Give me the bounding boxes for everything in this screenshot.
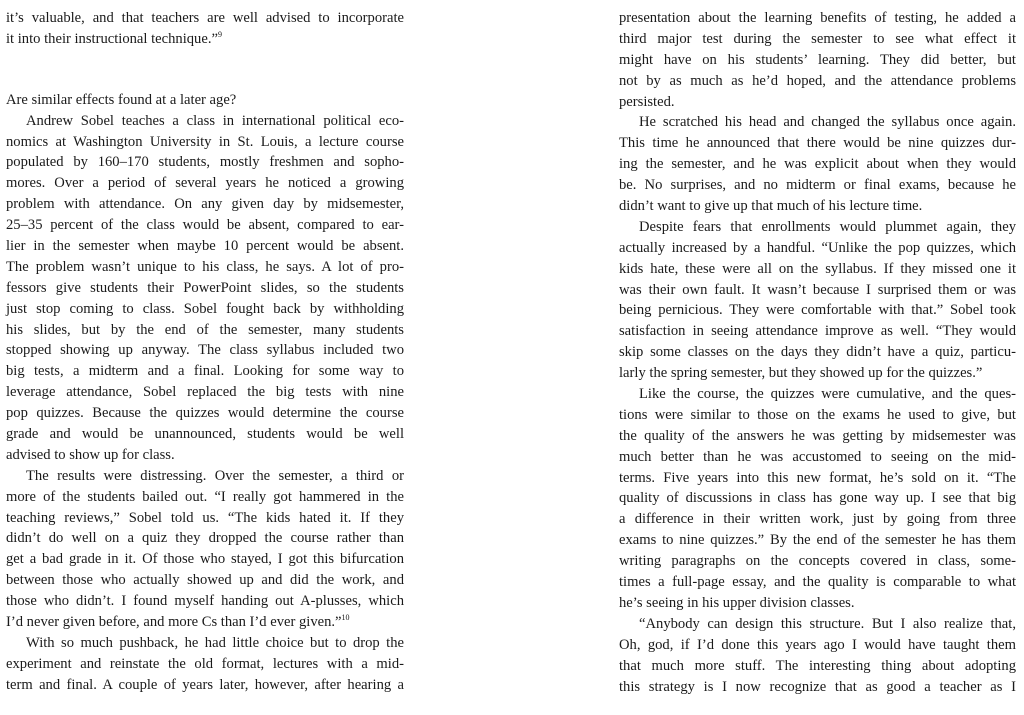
line-text: I’d never given before, and more Cs than I’d ever given.”: [6, 614, 342, 631]
text-line: [6, 612, 404, 633]
text-line: [6, 320, 404, 341]
line-text: it into their instructional technique.”: [6, 30, 218, 47]
line-text: The problem wasn’t unique to his class, he says. A lot of pro-: [6, 258, 404, 275]
text-line: [6, 675, 404, 696]
line-text: teaching reviews,” Sobel told us. “The kids hated it. If they: [6, 509, 404, 526]
text-line: [6, 466, 404, 487]
line-text: just stop coming to class. Sobel fought back by withholding: [6, 300, 404, 317]
text-line: [619, 363, 1016, 384]
line-text: get a bad grade in it. Of those who stayed, I got this bifurcation: [6, 551, 404, 568]
line-text: between those who actually showed up and did the work, and: [6, 572, 404, 589]
text-line: [6, 257, 404, 278]
line-text: Despite fears that enrollments would plummet again, they: [639, 218, 1016, 235]
text-line: [6, 29, 404, 50]
left-page-top-block: [6, 8, 404, 50]
text-line: [619, 29, 1016, 50]
text-line: [619, 426, 1016, 447]
text-line: [6, 132, 404, 153]
line-text: ing the semester, and he was explicit about when they would: [619, 156, 1016, 173]
line-text: the quality of the answers he was getting by midsemester was: [619, 427, 1016, 444]
line-text: he’s seeing in his upper division classes.: [619, 594, 855, 611]
line-text: was their own fault. It wasn’t because I surprised them or was: [619, 281, 1016, 298]
text-line: [6, 194, 404, 215]
text-line: [619, 635, 1016, 656]
text-line: [619, 509, 1016, 530]
text-line: [619, 447, 1016, 468]
text-line: [6, 152, 404, 173]
text-line: [619, 572, 1016, 593]
text-line: [6, 403, 404, 424]
text-line: [619, 92, 1016, 113]
line-text: nomics at Washington University in St. Louis, a lecture course: [6, 133, 404, 150]
text-line: [619, 593, 1016, 614]
text-line: [619, 71, 1016, 92]
text-line: [6, 8, 404, 29]
text-line: [6, 654, 404, 675]
line-text: writing paragraphs on the concepts covered in class, some-: [619, 553, 1016, 570]
line-text: terms. Five years into this new format, he’s sold on it. “The: [619, 469, 1016, 486]
line-text: his slides, but by the end of the semester, many students: [6, 321, 404, 338]
line-text: problem with attendance. On any given day by midsemester,: [6, 196, 404, 213]
line-text: persisted.: [619, 93, 675, 110]
line-text: didn’t want to give up that much of his lecture time.: [619, 198, 923, 215]
line-text: Like the course, the quizzes were cumulative, and the ques-: [639, 386, 1016, 403]
line-text: leverage attendance, Sobel replaced the big tests with nine: [6, 384, 404, 401]
text-line: [6, 591, 404, 612]
text-line: [619, 112, 1016, 133]
text-line: [619, 321, 1016, 342]
line-text: quality of discussions in class has gone way up. I see that big: [619, 490, 1016, 507]
line-text: times a full-page essay, and the quality is comparable to what: [619, 574, 1016, 591]
line-text: mores. Over a period of several years he noticed a growing: [6, 175, 404, 192]
text-line: [619, 238, 1016, 259]
text-line: [6, 236, 404, 257]
text-line: [619, 50, 1016, 71]
text-line: [6, 90, 404, 111]
text-line: [619, 551, 1016, 572]
text-line: [619, 488, 1016, 509]
line-text: big tests, a midterm and a final. Looking for some way to: [6, 363, 404, 380]
line-text: actually increased by a handful. “Unlike the pop quizzes, which: [619, 239, 1016, 256]
text-line: [6, 487, 404, 508]
text-line: [6, 424, 404, 445]
text-line: [619, 614, 1016, 635]
line-text: stopped showing up anyway. The class syllabus included two: [6, 342, 404, 359]
text-line: [6, 570, 404, 591]
text-line: [619, 530, 1016, 551]
line-text: This time he announced that there would be nine quizzes dur-: [619, 135, 1016, 152]
text-line: [619, 280, 1016, 301]
line-text: third major test during the semester to see what effect it: [619, 30, 1016, 47]
footnote-marker[interactable]: 10: [341, 613, 350, 623]
text-line: [6, 361, 404, 382]
line-text: 25–35 percent of the class would be absent, compared to ear-: [6, 217, 404, 234]
text-line: [619, 656, 1016, 677]
line-text: didn’t do well on a quiz they dropped the course rather than: [6, 530, 404, 547]
line-text: a difference in their written work, just by going from three: [619, 511, 1016, 528]
text-line: [6, 278, 404, 299]
text-line: [6, 382, 404, 403]
line-text: skip some classes on the days they didn’t have a quiz, particu-: [619, 344, 1016, 361]
line-text: tions were similar to those on the exams he used to give, but: [619, 406, 1016, 423]
line-text: that much more stuff. The interesting thing about adopting: [619, 657, 1016, 674]
line-text: much better than he was accustomed to seeing on the mid-: [619, 448, 1016, 465]
left-page: [6, 8, 404, 696]
line-text: those who didn’t. I found myself handing out A-plusses, which: [6, 593, 404, 610]
line-text: larly the spring semester, but they showed up for the quizzes.”: [619, 365, 983, 382]
text-line: [6, 508, 404, 529]
line-text: populated by 160–170 students, mostly freshmen and sopho-: [6, 154, 404, 171]
text-line: [619, 196, 1016, 217]
text-line: [6, 445, 404, 466]
line-text: kids hate, these were all on the syllabus. If they missed one it: [619, 260, 1016, 277]
text-line: [619, 405, 1016, 426]
text-line: [6, 215, 404, 236]
line-text: Are similar effects found at a later age?: [6, 91, 237, 108]
line-text: exams to nine quizzes.” By the end of the semester he has them: [619, 532, 1016, 549]
left-page-body: [6, 90, 404, 696]
text-line: [619, 259, 1016, 280]
line-text: advised to show up for class.: [6, 446, 175, 463]
text-line: [619, 300, 1016, 321]
text-line: [6, 299, 404, 320]
line-text: not by as much as he’d hoped, and the attendance problems: [619, 72, 1016, 89]
line-text: The results were distressing. Over the semester, a third or: [26, 467, 404, 484]
line-text: satisfaction in seeing attendance improve as well. “They would: [619, 323, 1016, 340]
line-text: be. No surprises, and no midterm or final exams, because he: [619, 177, 1016, 194]
text-line: [619, 468, 1016, 489]
line-text: He scratched his head and changed the syllabus once again.: [639, 114, 1016, 131]
text-line: [619, 217, 1016, 238]
line-text: “Anybody can design this structure. But I also realize that,: [639, 615, 1016, 632]
line-text: might have on his students’ learning. They did better, but: [619, 51, 1016, 68]
line-text: pop quizzes. Because the quizzes would determine the course: [6, 405, 404, 422]
text-line: [619, 342, 1016, 363]
text-line: [619, 384, 1016, 405]
section-gap: [6, 50, 404, 90]
line-text: experiment and reinstate the old format, lectures with a mid-: [6, 655, 404, 672]
text-line: [6, 549, 404, 570]
line-text: Andrew Sobel teaches a class in international political eco-: [26, 112, 404, 129]
right-page-body: [619, 8, 1016, 697]
text-line: [619, 154, 1016, 175]
right-page: [619, 8, 1016, 697]
line-text: more of the students bailed out. “I really got hammered in the: [6, 488, 404, 505]
text-line: [619, 8, 1016, 29]
line-text: fessors give students their PowerPoint slides, so the students: [6, 279, 404, 296]
text-line: [619, 175, 1016, 196]
text-line: [619, 677, 1016, 698]
text-line: [6, 111, 404, 132]
line-text: Oh, god, if I’d done this years ago I would have taught them: [619, 636, 1016, 653]
line-text: lier in the semester when maybe 10 percent would be absent.: [6, 238, 404, 255]
line-text: grade and would be unannounced, students would be well: [6, 426, 404, 443]
line-text: it’s valuable, and that teachers are well advised to incorporate: [6, 10, 404, 26]
line-text: term and final. A couple of years later, however, after hearing a: [6, 676, 404, 693]
footnote-marker[interactable]: 9: [217, 29, 222, 39]
text-line: [6, 633, 404, 654]
text-line: [6, 528, 404, 549]
text-line: [619, 133, 1016, 154]
line-text: With so much pushback, he had little choice but to drop the: [26, 634, 404, 651]
text-line: [6, 173, 404, 194]
line-text: being pernicious. They were comfortable with that.” Sobel took: [619, 302, 1016, 319]
line-text: this strategy is I now recognize that as good a teacher as I: [619, 678, 1016, 695]
line-text: presentation about the learning benefits of testing, he added a: [619, 10, 1016, 26]
text-line: [6, 340, 404, 361]
